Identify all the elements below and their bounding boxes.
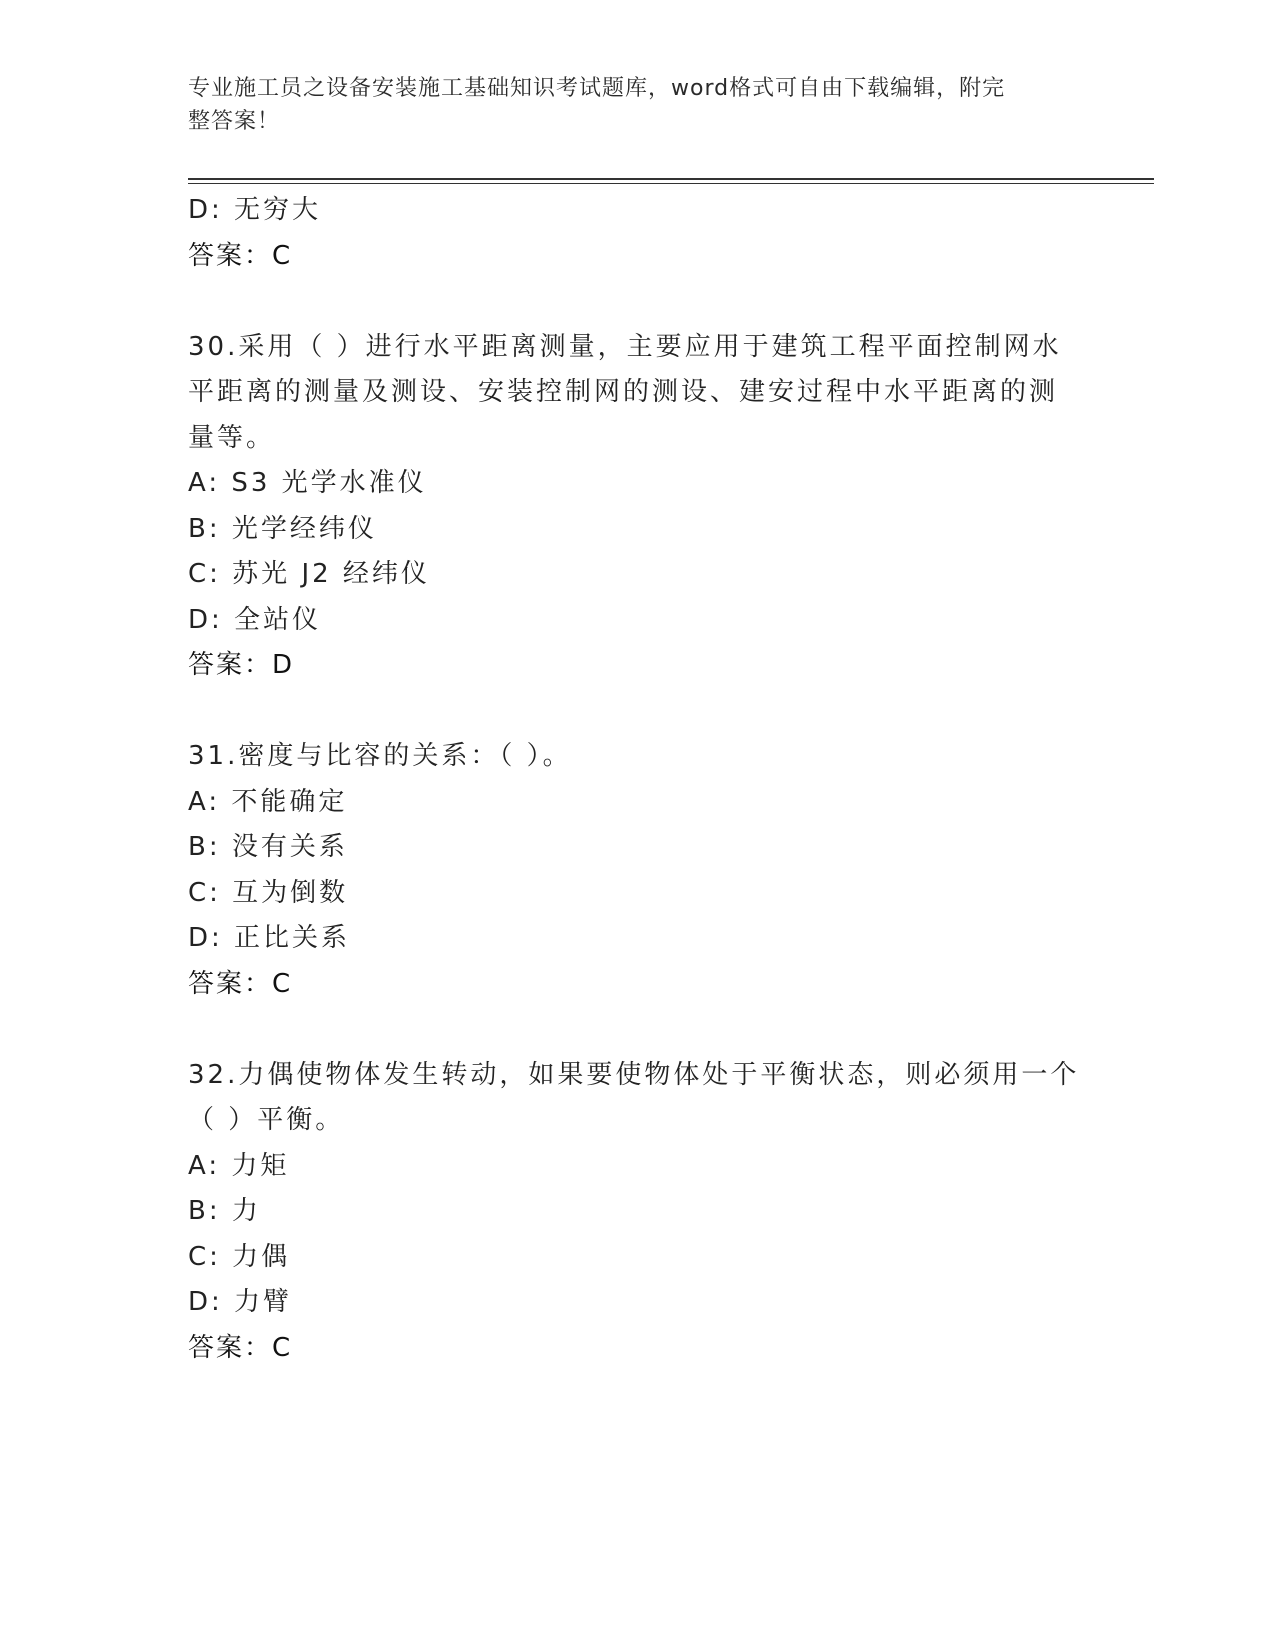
question-stem-line: 32.力偶使物体发生转动，如果要使物体处于平衡状态，则必须用一个 (188, 1059, 1080, 1090)
option-c: C: 苏光 J2 经纬仪 (188, 559, 430, 589)
spacer (188, 689, 1088, 735)
option-a: A: 不能确定 (188, 786, 348, 817)
option-c: C: 互为倒数 (188, 877, 349, 908)
option-a: A: S3 光学水准仪 (188, 468, 427, 498)
question-stem-line: 30.采用（ ）进行水平距离测量，主要应用于建筑工程平面控制网水 (188, 331, 1062, 362)
answer: 答案：C (188, 1332, 293, 1363)
answer: 答案：C (188, 968, 293, 999)
question-stem-line: 量等。 (188, 422, 276, 453)
question-stem-line: （ ）平衡。 (188, 1105, 345, 1135)
question-stem-line: 31.密度与比容的关系：（ ）。 (188, 741, 572, 771)
option-d: D: 全站仪 (188, 604, 322, 635)
header-line-1: 专业施工员之设备安装施工基础知识考试题库，word格式可自由下载编辑，附完 (188, 76, 1006, 101)
header-rule-thin (188, 183, 1154, 184)
option-b: B: 力 (188, 1196, 261, 1226)
spacer (188, 279, 1088, 325)
spacer (188, 1007, 1088, 1053)
option-b: B: 光学经纬仪 (188, 513, 377, 544)
question-30 (188, 325, 1088, 689)
question-32 (188, 1053, 1088, 1372)
option-a: A: 力矩 (188, 1150, 290, 1181)
header-rule-thick (188, 178, 1154, 180)
document-body (188, 188, 1088, 1371)
prev-answer: 答案：C (188, 240, 293, 271)
option-d: D: 正比关系 (188, 923, 351, 953)
option-c: C: 力偶 (188, 1241, 291, 1272)
option-b: B: 没有关系 (188, 832, 348, 862)
option-d: D: 力臂 (188, 1287, 293, 1317)
header-line-2: 整答案！ (188, 109, 281, 134)
question-stem-line: 平距离的测量及测设、安装控制网的测设、建安过程中水平距离的测 (188, 377, 1059, 407)
prev-option-d: D: 无穷大 (188, 195, 322, 225)
answer: 答案：D (188, 650, 295, 680)
question-31 (188, 734, 1088, 1007)
document-header (188, 72, 1068, 138)
